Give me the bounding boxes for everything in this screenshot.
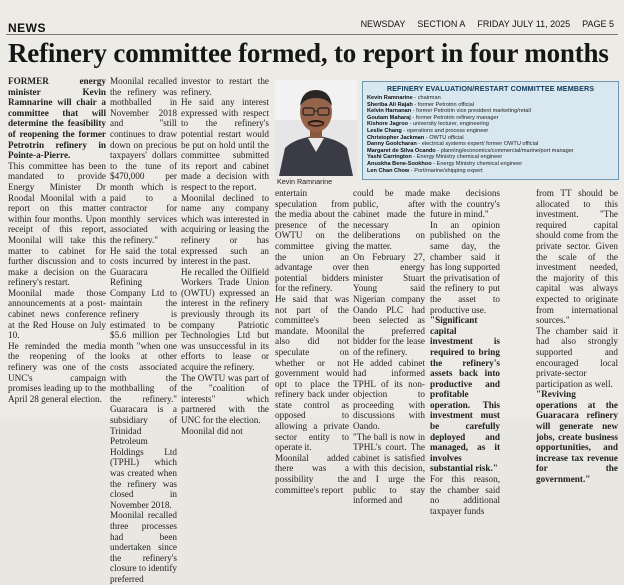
issue-date: FRIDAY JULY 11, 2025 — [477, 19, 571, 29]
member-item: Christopher Jackman - OWTU official — [367, 134, 464, 141]
article-column-3 — [181, 76, 269, 436]
paragraph: He recalled the Oilfield Workers Trade Union (OWTU) expressed an interest in the refinery previously through its company Patriotic Technologies Ltd but was unsuccessful in its efforts to lease or acquire the refinery. — [181, 266, 269, 373]
paragraph: investor to restart the refinery. — [181, 76, 269, 97]
article-column-1 — [8, 76, 106, 404]
member-role: planning/economics/commercial/marine/port manager — [440, 147, 574, 154]
paragraph: "The ball is now in TPHL's court. The cabinet is satisfied with this decision, and I urge the public to stay informed and — [353, 431, 425, 506]
paragraph: The chamber said it had also strongly supported and encouraged local private-sector participation as well. — [536, 325, 618, 389]
member-item: Kelvin Harnanan - former Petrotrin vice president marketing/retail — [367, 108, 531, 115]
member-role: university lecturer, engineering — [413, 121, 489, 128]
member-name: Christopher Jackman — [367, 134, 425, 141]
photo-caption: Kevin Ramnarine — [277, 177, 333, 186]
member-role: former Petrotrin vice president marketing/retail — [416, 108, 531, 115]
member-role: operations and process engineer — [406, 127, 489, 134]
paragraph: Moonilal did not — [181, 425, 243, 436]
portrait-photo — [275, 80, 357, 176]
paragraph: For this reason, the chamber said no additional taxpayer funds — [430, 474, 500, 516]
article-column-4 — [275, 188, 349, 495]
member-name: Goutam Maharaj — [367, 114, 411, 121]
paragraph: Moonilal added there was a possibility the committee's report — [275, 452, 349, 495]
paragraph: from TT should be allocated to this investment. "The required capital should come from the private sector. Given the scale of the investment needed, the majority of this capital was always expected to originate from international sources." — [536, 188, 618, 326]
paragraph: He reminded the media the reopening of the refinery was one of the UNC's campaign promises leading up to the April 28 general election. — [8, 340, 106, 404]
member-name: Yashi Carrington — [367, 154, 412, 161]
member-name: Kelvin Harnanan — [367, 108, 412, 115]
member-item: Len Chan Chow - Port/marine/shipping expert — [367, 167, 483, 174]
member-role: Energy Ministry chemical engineer — [436, 160, 523, 167]
page-meta — [361, 19, 614, 29]
paragraph: In an opinion published on the same day, the chamber said it has long supported the privatisation of the refinery to put the asset to productive use. — [430, 219, 500, 315]
member-role: former Petrotrin refinery manager — [415, 114, 499, 121]
members-box-title: REFINERY EVALUATION/RESTART COMMITTEE MEMBERS — [386, 84, 595, 93]
member-role: OWTU official — [429, 134, 464, 141]
member-name: Len Chan Chow — [367, 167, 410, 174]
article-column-5 — [353, 188, 425, 506]
header-divider — [6, 34, 618, 35]
paragraph: make decisions with the country's future in mind." — [430, 188, 500, 220]
member-role: chairman — [417, 95, 441, 101]
lead-paragraph: FORMER energy minister Kevin Ramnarine will chair a committee that will determine the feasibility of reopening the former Petrotrin refinery in Pointe-a-Pierre. — [8, 76, 106, 161]
member-name: Sheriba Ali Rajah — [367, 101, 413, 108]
paragraph: could be made public, after cabinet made the necessary deliberations on the matter. — [353, 188, 425, 251]
member-item: Sheriba Ali Rajah - former Petrotrin official — [367, 101, 474, 108]
member-role: electrical systems expert/ former OWTU official — [421, 141, 539, 148]
member-item: Kishore Jagroo - university lecturer, engineering — [367, 121, 489, 128]
member-item: Danny Goolcharan - electrical systems expert/ former OWTU official — [367, 141, 539, 148]
member-item: Margaret de Silva Ocando - planning/economics/commercial/marine/port manager — [367, 147, 574, 154]
paragraph: Moonilal recalled three processes had been undertaken since the refinery's closure to identify preferred — [110, 510, 177, 584]
member-role: Port/marine/shipping expert — [414, 167, 483, 174]
portrait-illustration — [275, 80, 357, 176]
paragraph: entertain speculation from the media about the presence of the OWTU on the committee giving the union an advantage over potential bidders for the refinery. — [275, 188, 349, 294]
paragraph: He said the total costs incurred by Guaracara Refining Company Ltd to maintain the refinery is estimated to be $5.6 million per month "when one looks at other costs associated with the mothballing of the refinery." Guaracara is a subsidiary of Trinidad Petroleum Holdings Ltd (TPHL) which was created when the refinery was closed in November 2018. — [110, 245, 177, 510]
paragraph: The OWTU was part of the "coalition of interests" which partnered with the UNC for the election. — [181, 372, 269, 425]
paragraph: Moonilal recalled the refinery was mothballed in November 2018 and "still continues to draw down on precious taxpayers' dollars to the tune of $470,000 per month which is paid to a contractor for monthly services associated with the refinery." — [110, 76, 177, 245]
member-name: Kevin Ramnarine — [367, 95, 413, 101]
committee-members-box — [362, 81, 619, 180]
member-item: Goutam Maharaj - former Petrotrin refinery manager — [367, 114, 499, 121]
member-name: Danny Goolcharan — [367, 141, 417, 148]
member-name: Anuskha Bene-Sookhoo — [367, 160, 432, 167]
headline: Refinery committee formed, to report in four months — [8, 38, 609, 68]
paragraph: "Reviving operations at the Guaracara refinery will generate new jobs, create business opportunities, and increase tax revenue for the government." — [536, 389, 618, 485]
article-column-7 — [536, 188, 618, 485]
member-item: Kevin Ramnarine - chairman — [367, 95, 441, 101]
member-item: Anuskha Bene-Sookhoo - Energy Ministry chemical engineer — [367, 160, 523, 167]
member-role: former Petrotrin official — [417, 101, 474, 108]
paragraph: He said any interest expressed with respect to the refinery's potential restart would be put on hold until the committee submitted its report and cabinet made a decision with respect to the report. — [181, 97, 269, 192]
article-column-2 — [110, 76, 177, 585]
paragraph: Moonilal made those announcements at a post-cabinet news conference at the Red House on July 10. — [8, 287, 106, 341]
paragraph: On February 27, then energy minister Stuart Young said Nigerian company Oando PLC had been selected as the preferred bidder for the lease of the refinery. — [353, 251, 425, 357]
page-number: PAGE 5 — [582, 19, 614, 29]
members-list — [367, 95, 614, 174]
member-name: Kishore Jagroo — [367, 121, 409, 128]
paragraph: "Significant capital investment is required to bring the refinery's assets back into productive and profitable operation. This investment must be carefully deployed and managed, as it involves substantial risk." — [430, 315, 500, 474]
member-name: Leslie Chang — [367, 127, 402, 134]
member-role: Energy Ministry chemical engineer — [416, 154, 503, 161]
section-label: NEWS — [8, 21, 46, 35]
member-name: Margaret de Silva Ocando — [367, 147, 436, 154]
member-item: Leslie Chang - operations and process engineer — [367, 127, 489, 134]
member-item: Yashi Carrington - Energy Ministry chemical engineer — [367, 154, 503, 161]
paragraph: This committee has been mandated to provide Energy Minister Dr Roodal Moonilal with a report on this matter within four months. Upon receipt of this report, Moonilal will take this matter to cabinet for further discussion and to make a decision on the refinery's restart. — [8, 160, 106, 288]
section-code: SECTION A — [417, 19, 466, 29]
paragraph: Moonilal declined to name any company which was interested in acquiring or leasing the refinery or has expressed such an interest in the past. — [181, 192, 269, 267]
paragraph: He said that was not part of the committee's mandate. Moonilal also did not speculate on whether or not government would opt to place the refinery back under state control as opposed to allowing a private sector entity to operate it. — [275, 293, 349, 453]
paragraph: He added cabinet had informed TPHL of its non-objection to proceeding with discussions with Oando. — [353, 357, 425, 432]
article-column-6 — [430, 188, 500, 516]
paper-name: NEWSDAY — [360, 19, 406, 29]
